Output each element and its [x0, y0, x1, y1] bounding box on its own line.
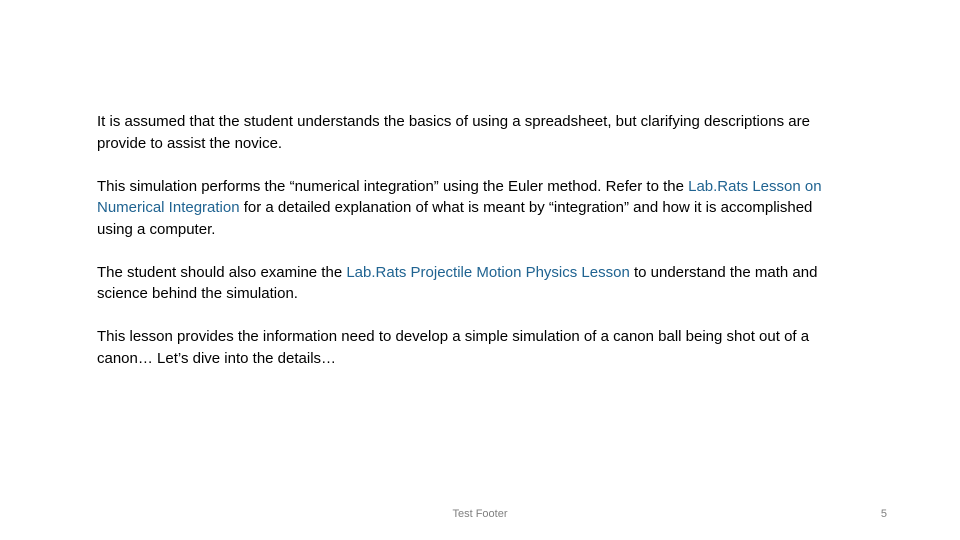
paragraph-numerical-integration — [97, 176, 842, 241]
slide-page-number: 5 — [880, 508, 887, 520]
numerical-integration-lesson-link[interactable]: Lab.Rats Lesson on Numerical Integration — [97, 177, 822, 216]
paragraph-text: to understand the math and science behind the simulation. — [97, 263, 818, 302]
projectile-motion-lesson-link[interactable]: Lab.Rats Projectile Motion Physics Lesson — [346, 263, 630, 281]
paragraph-lesson-overview — [97, 326, 842, 369]
paragraph-text: This simulation performs the “numerical integration” using the Euler method. Refer to the — [97, 177, 689, 195]
paragraph-text: It is assumed that the student understands the basics of using a spreadsheet, but clarifying descriptions are provide to assist the novice. — [97, 113, 810, 152]
paragraph-text: The student should also examine the — [97, 263, 347, 281]
paragraph-spreadsheet-assumption — [97, 111, 842, 154]
paragraph-text: for a detailed explanation of what is meant by “integration” and how it is accomplished using a computer. — [97, 199, 813, 238]
slide-body — [97, 111, 842, 391]
paragraph-projectile-lesson — [97, 262, 842, 305]
paragraph-text: This lesson provides the information need to develop a simple simulation of a canon ball being shot out of a canon… Let’s dive into the details… — [97, 328, 810, 367]
slide-footer: Test Footer — [452, 508, 508, 520]
